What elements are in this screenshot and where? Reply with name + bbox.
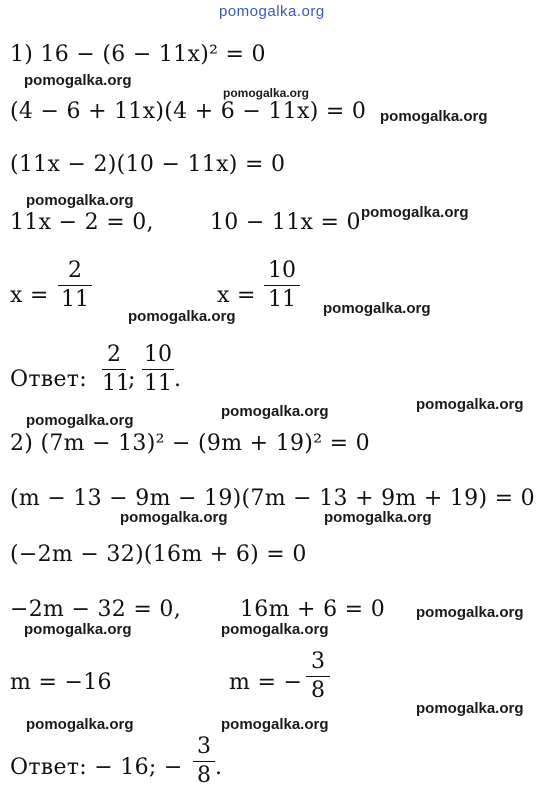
p2-answer-fraction (193, 735, 215, 788)
p1-answer-end: . (174, 367, 182, 392)
watermark: pomogalka.org (380, 108, 488, 125)
p1-solution-b-denominator: 11 (268, 287, 296, 312)
p1-answer-b-fraction (142, 343, 174, 396)
p1-solution-a-lhs: x = (10, 283, 49, 308)
watermark: pomogalka.org (26, 716, 134, 733)
p1-equation-line-3: (11x − 2)(10 − 11x) = 0 (10, 152, 286, 177)
p1-equation-line-1: 1) 16 − (6 − 11x)² = 0 (10, 42, 266, 67)
p1-solution-b-lhs: x = (217, 283, 256, 308)
p1-equation-line-2: (4 − 6 + 11x)(4 + 6 − 11x) = 0 (10, 99, 367, 124)
p2-solution-b-numerator: 3 (311, 649, 325, 674)
watermark: pomogalka.org (120, 509, 228, 526)
fraction-bar (264, 285, 300, 286)
watermark: pomogalka.org (324, 509, 432, 526)
watermark: pomogalka.org (416, 604, 524, 621)
watermark: pomogalka.org (221, 716, 329, 733)
p1-answer-a-fraction (102, 342, 130, 396)
p1-answer-separator: ; (128, 367, 136, 392)
p1-answer-label: Ответ: (10, 367, 87, 392)
p2-equation-line-2: (m − 13 − 9m − 19)(7m − 13 + 9m + 19) = 0 (10, 486, 535, 511)
p2-solution-b-denominator: 8 (311, 678, 325, 703)
site-header-watermark: pomogalka.org (219, 3, 325, 20)
p1-solution-a-fraction (58, 259, 92, 312)
p2-equation-line-4b: 16m + 6 = 0 (240, 597, 385, 622)
watermark: pomogalka.org (361, 204, 469, 221)
p1-equation-line-4b: 10 − 11x = 0 (210, 210, 361, 235)
p2-equation-line-1: 2) (7m − 13)² − (9m + 19)² = 0 (10, 431, 370, 456)
watermark: pomogalka.org (323, 300, 431, 317)
p2-answer-numerator: 3 (197, 734, 211, 759)
fraction-bar (102, 369, 126, 370)
p1-solution-b-fraction (264, 259, 300, 312)
p2-answer-denominator: 8 (197, 763, 211, 788)
p1-answer-a-denominator: 11 (102, 371, 130, 396)
fraction-bar (306, 676, 330, 677)
p1-equation-line-4a: 11x − 2 = 0, (10, 210, 154, 235)
watermark: pomogalka.org (221, 621, 329, 638)
watermark: pomogalka.org (26, 412, 134, 429)
watermark: pomogalka.org (223, 86, 310, 100)
p1-solution-a-numerator: 2 (68, 258, 82, 283)
fraction-bar (142, 369, 174, 370)
fraction-bar (58, 285, 92, 286)
p1-answer-a-numerator: 2 (107, 342, 121, 367)
p2-answer-end: . (215, 755, 223, 780)
p2-equation-line-4a: −2m − 32 = 0, (10, 597, 182, 622)
p1-solution-a-denominator: 11 (61, 287, 89, 312)
watermark: pomogalka.org (128, 308, 236, 325)
watermark: pomogalka.org (416, 700, 524, 717)
p1-answer-b-denominator: 11 (144, 371, 172, 396)
p2-solution-b-lhs: m = − (229, 670, 303, 695)
p1-answer-b-numerator: 10 (144, 342, 172, 367)
p2-answer-text: Ответ: − 16; − (10, 755, 183, 780)
p1-solution-b-numerator: 10 (268, 258, 296, 283)
watermark: pomogalka.org (221, 403, 329, 420)
p2-solution-b-fraction (306, 650, 330, 703)
watermark: pomogalka.org (26, 192, 134, 209)
p2-solution-a: m = −16 (10, 670, 112, 695)
watermark: pomogalka.org (24, 72, 132, 89)
fraction-bar (193, 761, 215, 762)
watermark: pomogalka.org (416, 396, 524, 413)
watermark: pomogalka.org (24, 621, 132, 638)
p2-equation-line-3: (−2m − 32)(16m + 6) = 0 (10, 542, 307, 567)
